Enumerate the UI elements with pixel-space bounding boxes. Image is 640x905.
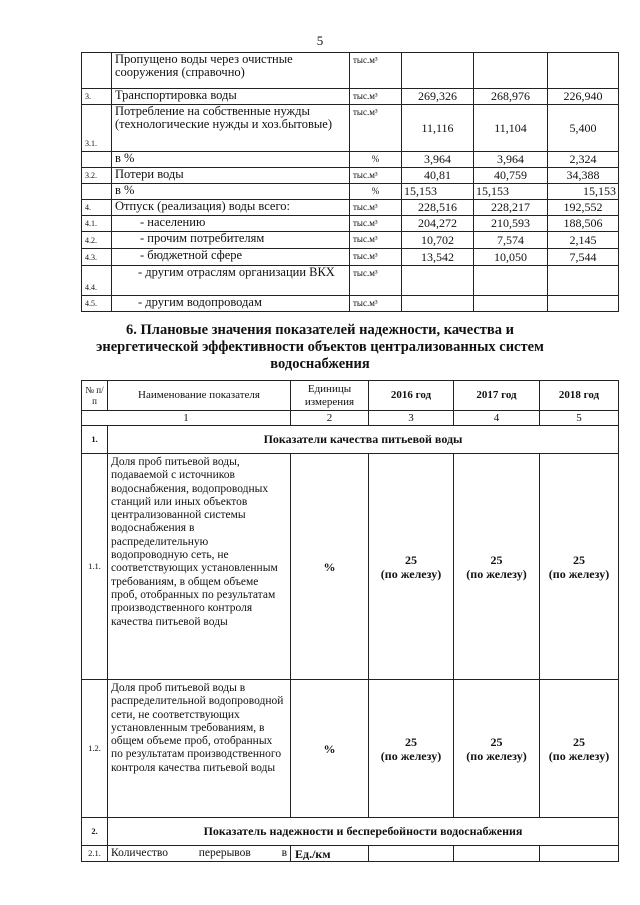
plan-indicators-table (81, 380, 619, 862)
value-2017: 3,964 (474, 152, 548, 168)
value-2016: 269,326 (402, 89, 474, 105)
row-name: в % (112, 152, 350, 168)
indicator-description: Доля проб питьевой воды, подаваемой с источников водоснабжения, водопроводных станций или иных объектов централизованной системы водоснабжения в распределительную водопроводную сеть, не соответствующих установленным требованиям, в общем объеме проб, отобранных по результатам производственного контроля качества питьевой воды (108, 454, 291, 680)
row-number: 3.2. (82, 168, 112, 184)
row-name: Транспортировка воды (112, 89, 350, 105)
row-unit: тыс.м³ (350, 296, 402, 312)
row-name: - населению (112, 216, 350, 232)
value-2018: 226,940 (548, 89, 619, 105)
value-2016: 3,964 (402, 152, 474, 168)
row-unit: тыс.м³ (350, 232, 402, 249)
row-number: 3.1. (82, 105, 112, 152)
row-unit: тыс.м³ (350, 105, 402, 152)
row-number (82, 152, 112, 168)
table-row (82, 454, 619, 680)
table-row (82, 89, 619, 105)
value-2017 (454, 680, 540, 818)
col-number: 4 (454, 411, 540, 426)
table-row (82, 152, 619, 168)
value: 25 (573, 734, 585, 749)
row-unit: % (350, 184, 402, 200)
row-name: в % (112, 184, 350, 200)
value-note: (по железу) (380, 566, 442, 581)
value-2016: 10,702 (402, 232, 474, 249)
value-note: (по железу) (548, 566, 610, 581)
table-row (82, 184, 619, 200)
value-2018: 188,506 (548, 216, 619, 232)
value-2017 (474, 296, 548, 312)
row-name: Отпуск (реализация) воды всего: (112, 200, 350, 216)
value-2018 (540, 454, 619, 680)
row-unit: тыс.м³ (350, 200, 402, 216)
value-2018 (548, 266, 619, 296)
value: 25 (490, 552, 503, 567)
col-number: 1 (82, 411, 291, 426)
row-unit: тыс.м³ (350, 216, 402, 232)
header-2016: 2016 год (369, 381, 454, 411)
value-2017: 268,976 (474, 89, 548, 105)
value-2018: 5,400 (548, 105, 619, 152)
row-name: Пропущено воды через очистные сооружения (справочно) (112, 53, 350, 89)
value-2018: 15,153 (548, 184, 619, 200)
row-unit: тыс.м³ (350, 89, 402, 105)
row-unit: тыс.м³ (350, 266, 402, 296)
value-2016: 40,81 (402, 168, 474, 184)
value: 25 (405, 552, 417, 567)
value-2016 (402, 296, 474, 312)
water-balance-table (81, 52, 619, 312)
section-number: 2. (82, 818, 108, 846)
value-2016: 13,542 (402, 249, 474, 266)
row-number: 4.3. (82, 249, 112, 266)
table-row (82, 266, 619, 296)
value-2018 (548, 296, 619, 312)
header-name: Наименование показателя (108, 381, 291, 411)
table-row (82, 216, 619, 232)
value: 25 (490, 734, 503, 749)
value-2016: 228,516 (402, 200, 474, 216)
table-header-row (82, 381, 619, 411)
row-name: - другим водопроводам (112, 296, 350, 312)
table-row (82, 168, 619, 184)
section-title: Показатели качества питьевой воды (108, 426, 619, 454)
value: 25 (573, 552, 585, 567)
section-title: Показатель надежности и бесперебойности водоснабжения (108, 818, 619, 846)
section-number: 1. (82, 426, 108, 454)
table-row (82, 680, 619, 818)
value-2017: 7,574 (474, 232, 548, 249)
indicator-unit: % (291, 680, 369, 818)
table-row (82, 846, 619, 862)
table-row (82, 249, 619, 266)
row-number: 3. (82, 89, 112, 105)
table-row (82, 53, 619, 89)
row-number: 4.5. (82, 296, 112, 312)
header-2017: 2017 год (454, 381, 540, 411)
row-name: - другим отраслям организации ВКХ (112, 266, 350, 296)
row-number: 1.1. (82, 454, 108, 680)
value-2018: 2,145 (548, 232, 619, 249)
row-name: - бюджетной сфере (112, 249, 350, 266)
value-2017 (454, 846, 540, 862)
indicator-unit: Ед./км (291, 846, 369, 862)
value-2017 (454, 454, 540, 680)
table-row (82, 200, 619, 216)
value-2018: 2,324 (548, 152, 619, 168)
col-number: 3 (369, 411, 454, 426)
section-heading: 6. Плановые значения показателей надежности, качества и энергетической эффективности объектов централизованных систем водоснабжения (96, 322, 544, 372)
value-note: (по железу) (466, 748, 527, 763)
table-row (82, 296, 619, 312)
table-row (82, 232, 619, 249)
row-name: Потери воды (112, 168, 350, 184)
value-2018: 34,388 (548, 168, 619, 184)
row-number: 4. (82, 200, 112, 216)
row-unit: тыс.м³ (350, 168, 402, 184)
row-number: 4.2. (82, 232, 112, 249)
indicator-description: Доля проб питьевой воды в распределительной водопроводной сети, не соответствующих установленным требованиям, в общем объеме проб, отобранных по результатам производственного контроля качества питьевой воды (108, 680, 291, 818)
col-number: 2 (291, 411, 369, 426)
section-row (82, 426, 619, 454)
header-no: № п/п (82, 381, 108, 411)
value-2018: 7,544 (548, 249, 619, 266)
row-number (82, 53, 112, 89)
page-number: 5 (316, 33, 324, 48)
value-2017: 10,050 (474, 249, 548, 266)
table-row (82, 105, 619, 152)
row-unit: тыс.м³ (350, 249, 402, 266)
value-note: (по железу) (548, 748, 610, 763)
value-2018 (540, 846, 619, 862)
value-2016 (402, 53, 474, 89)
row-unit: тыс.м³ (350, 53, 402, 89)
value-2016: 15,153 (402, 184, 474, 200)
value-2018 (548, 53, 619, 89)
value-2017 (474, 53, 548, 89)
row-number: 2.1. (82, 846, 108, 862)
row-name: - прочим потребителям (112, 232, 350, 249)
value-2016 (369, 454, 454, 680)
value-2017 (474, 266, 548, 296)
col-number: 5 (540, 411, 619, 426)
value-2017: 40,759 (474, 168, 548, 184)
header-unit: Единицы измерения (291, 381, 369, 411)
column-number-row (82, 411, 619, 426)
section-row (82, 818, 619, 846)
value-2017: 11,104 (474, 105, 548, 152)
indicator-unit: % (291, 454, 369, 680)
row-number (82, 184, 112, 200)
value-2017: 228,217 (474, 200, 548, 216)
row-unit: % (350, 152, 402, 168)
value-2016: 204,272 (402, 216, 474, 232)
row-number: 1.2. (82, 680, 108, 818)
value-note: (по железу) (466, 566, 527, 581)
value-2016 (402, 266, 474, 296)
row-name: Потребление на собственные нужды (технологические нужды и хоз.бытовые) (112, 105, 350, 152)
value-2018: 192,552 (548, 200, 619, 216)
value: 25 (405, 734, 417, 749)
value-2018 (540, 680, 619, 818)
value-2016: 11,116 (402, 105, 474, 152)
indicator-description: Количество перерывов в (108, 846, 291, 862)
value-2017: 15,153 (474, 184, 548, 200)
value-note: (по железу) (380, 748, 442, 763)
value-2016 (369, 680, 454, 818)
row-number: 4.1. (82, 216, 112, 232)
header-2018: 2018 год (540, 381, 619, 411)
value-2017: 210,593 (474, 216, 548, 232)
value-2016 (369, 846, 454, 862)
row-number: 4.4. (82, 266, 112, 296)
